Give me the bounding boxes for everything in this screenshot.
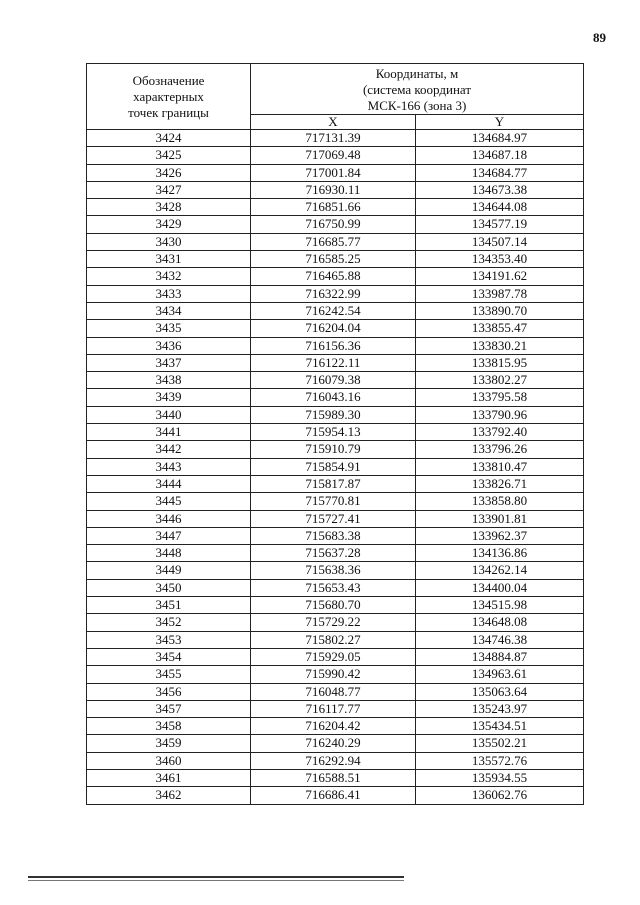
x-cell: 716204.04 [251,320,416,337]
x-cell: 716048.77 [251,683,416,700]
point-cell: 3446 [87,510,251,527]
y-cell: 133802.27 [416,372,584,389]
y-column-header: Y [416,115,584,130]
point-cell: 3427 [87,181,251,198]
point-cell: 3437 [87,354,251,371]
x-cell: 715770.81 [251,493,416,510]
point-cell: 3430 [87,233,251,250]
footer-rule [28,876,404,878]
x-cell: 716043.16 [251,389,416,406]
point-cell: 3444 [87,475,251,492]
y-cell: 133858.80 [416,493,584,510]
table-row [87,545,584,562]
x-cell: 715683.38 [251,527,416,544]
table-row [87,285,584,302]
table-row [87,493,584,510]
table-row [87,562,584,579]
point-cell: 3456 [87,683,251,700]
table-row [87,458,584,475]
table-row [87,130,584,147]
y-cell: 134673.38 [416,181,584,198]
y-cell: 135572.76 [416,752,584,769]
y-cell: 133796.26 [416,441,584,458]
point-cell: 3457 [87,700,251,717]
table-row [87,233,584,250]
table-row [87,787,584,804]
footer-rule-thin [28,880,404,881]
x-cell: 716122.11 [251,354,416,371]
y-cell: 134884.87 [416,648,584,665]
table-row [87,597,584,614]
table-row [87,614,584,631]
x-cell: 717001.84 [251,164,416,181]
y-cell: 134684.77 [416,164,584,181]
x-cell: 715954.13 [251,424,416,441]
point-cell: 3431 [87,251,251,268]
table-row [87,372,584,389]
table-row [87,527,584,544]
y-cell: 135434.51 [416,718,584,735]
y-cell: 133855.47 [416,320,584,337]
table-body [87,130,584,805]
y-cell: 134507.14 [416,233,584,250]
table-row [87,475,584,492]
y-cell: 133815.95 [416,354,584,371]
table-row [87,510,584,527]
y-cell: 133901.81 [416,510,584,527]
point-cell: 3455 [87,666,251,683]
x-column-header: X [251,115,416,130]
table-row [87,320,584,337]
y-cell: 134644.08 [416,199,584,216]
table-row [87,441,584,458]
x-cell: 716851.66 [251,199,416,216]
point-cell: 3461 [87,769,251,786]
point-cell: 3445 [87,493,251,510]
x-cell: 716156.36 [251,337,416,354]
point-cell: 3433 [87,285,251,302]
y-cell: 134746.38 [416,631,584,648]
table-row [87,251,584,268]
point-header-line: точек границы [128,104,209,120]
y-cell: 134136.86 [416,545,584,562]
y-cell: 135934.55 [416,769,584,786]
point-cell: 3441 [87,424,251,441]
point-cell: 3436 [87,337,251,354]
x-cell: 715990.42 [251,666,416,683]
table-row [87,718,584,735]
x-cell: 715637.28 [251,545,416,562]
table-row [87,648,584,665]
point-cell: 3447 [87,527,251,544]
table-row [87,337,584,354]
x-cell: 716117.77 [251,700,416,717]
table-row [87,147,584,164]
table-row [87,389,584,406]
table-row [87,579,584,596]
y-cell: 133792.40 [416,424,584,441]
x-cell: 716930.11 [251,181,416,198]
x-cell: 717069.48 [251,147,416,164]
y-cell: 133790.96 [416,406,584,423]
y-cell: 134687.18 [416,147,584,164]
point-cell: 3428 [87,199,251,216]
point-header-line: Обозначение [132,72,205,88]
y-cell: 134648.08 [416,614,584,631]
table-row [87,164,584,181]
y-cell: 135243.97 [416,700,584,717]
point-cell: 3439 [87,389,251,406]
y-cell: 134963.61 [416,666,584,683]
x-cell: 715910.79 [251,441,416,458]
point-cell: 3450 [87,579,251,596]
point-cell: 3424 [87,130,251,147]
point-header-line: характерных [133,88,204,104]
point-cell: 3452 [87,614,251,631]
table-row [87,424,584,441]
x-cell: 716750.99 [251,216,416,233]
y-cell: 133830.21 [416,337,584,354]
y-cell: 136062.76 [416,787,584,804]
x-cell: 716240.29 [251,735,416,752]
table-header [87,64,584,130]
x-cell: 716588.51 [251,769,416,786]
x-cell: 716079.38 [251,372,416,389]
y-cell: 133795.58 [416,389,584,406]
y-cell: 133987.78 [416,285,584,302]
point-cell: 3438 [87,372,251,389]
x-cell: 716465.88 [251,268,416,285]
point-cell: 3454 [87,648,251,665]
x-cell: 716685.77 [251,233,416,250]
y-cell: 135063.64 [416,683,584,700]
y-cell: 134353.40 [416,251,584,268]
x-cell: 715817.87 [251,475,416,492]
table-row [87,735,584,752]
y-cell: 134684.97 [416,130,584,147]
x-cell: 715854.91 [251,458,416,475]
point-cell: 3459 [87,735,251,752]
point-cell: 3460 [87,752,251,769]
table-row [87,683,584,700]
x-cell: 715729.22 [251,614,416,631]
x-cell: 715989.30 [251,406,416,423]
y-cell: 134515.98 [416,597,584,614]
x-cell: 715802.27 [251,631,416,648]
x-cell: 715638.36 [251,562,416,579]
x-cell: 716585.25 [251,251,416,268]
x-cell: 716686.41 [251,787,416,804]
header-row [87,64,584,115]
table-row [87,631,584,648]
point-column-header [87,64,251,130]
x-cell: 715929.05 [251,648,416,665]
point-cell: 3434 [87,302,251,319]
table-row [87,406,584,423]
coords-header-line: МСК-166 (зона 3) [367,98,467,113]
coordinates-table [86,63,584,805]
table-row [87,752,584,769]
point-cell: 3429 [87,216,251,233]
coordinates-column-header [251,64,584,115]
point-cell: 3442 [87,441,251,458]
table-row [87,354,584,371]
point-cell: 3443 [87,458,251,475]
table-row [87,181,584,198]
x-cell: 716242.54 [251,302,416,319]
point-cell: 3462 [87,787,251,804]
table-row [87,199,584,216]
table-row [87,666,584,683]
x-cell: 715727.41 [251,510,416,527]
x-cell: 717131.39 [251,130,416,147]
x-cell: 715680.70 [251,597,416,614]
coords-header-line: Координаты, м [375,66,459,81]
point-cell: 3449 [87,562,251,579]
point-cell: 3451 [87,597,251,614]
y-cell: 133826.71 [416,475,584,492]
point-cell: 3435 [87,320,251,337]
point-cell: 3425 [87,147,251,164]
y-cell: 133810.47 [416,458,584,475]
table-row [87,769,584,786]
x-cell: 716204.42 [251,718,416,735]
point-cell: 3426 [87,164,251,181]
y-cell: 135502.21 [416,735,584,752]
point-cell: 3448 [87,545,251,562]
y-cell: 134191.62 [416,268,584,285]
x-cell: 716322.99 [251,285,416,302]
point-cell: 3432 [87,268,251,285]
coords-header-line: (система координат [362,82,472,97]
point-cell: 3440 [87,406,251,423]
y-cell: 134400.04 [416,579,584,596]
table-row [87,302,584,319]
y-cell: 133962.37 [416,527,584,544]
y-cell: 134262.14 [416,562,584,579]
y-cell: 134577.19 [416,216,584,233]
point-cell: 3458 [87,718,251,735]
x-cell: 715653.43 [251,579,416,596]
page-number: 89 [593,30,606,45]
x-cell: 716292.94 [251,752,416,769]
point-cell: 3453 [87,631,251,648]
table-row [87,268,584,285]
table-row [87,216,584,233]
y-cell: 133890.70 [416,302,584,319]
table-row [87,700,584,717]
